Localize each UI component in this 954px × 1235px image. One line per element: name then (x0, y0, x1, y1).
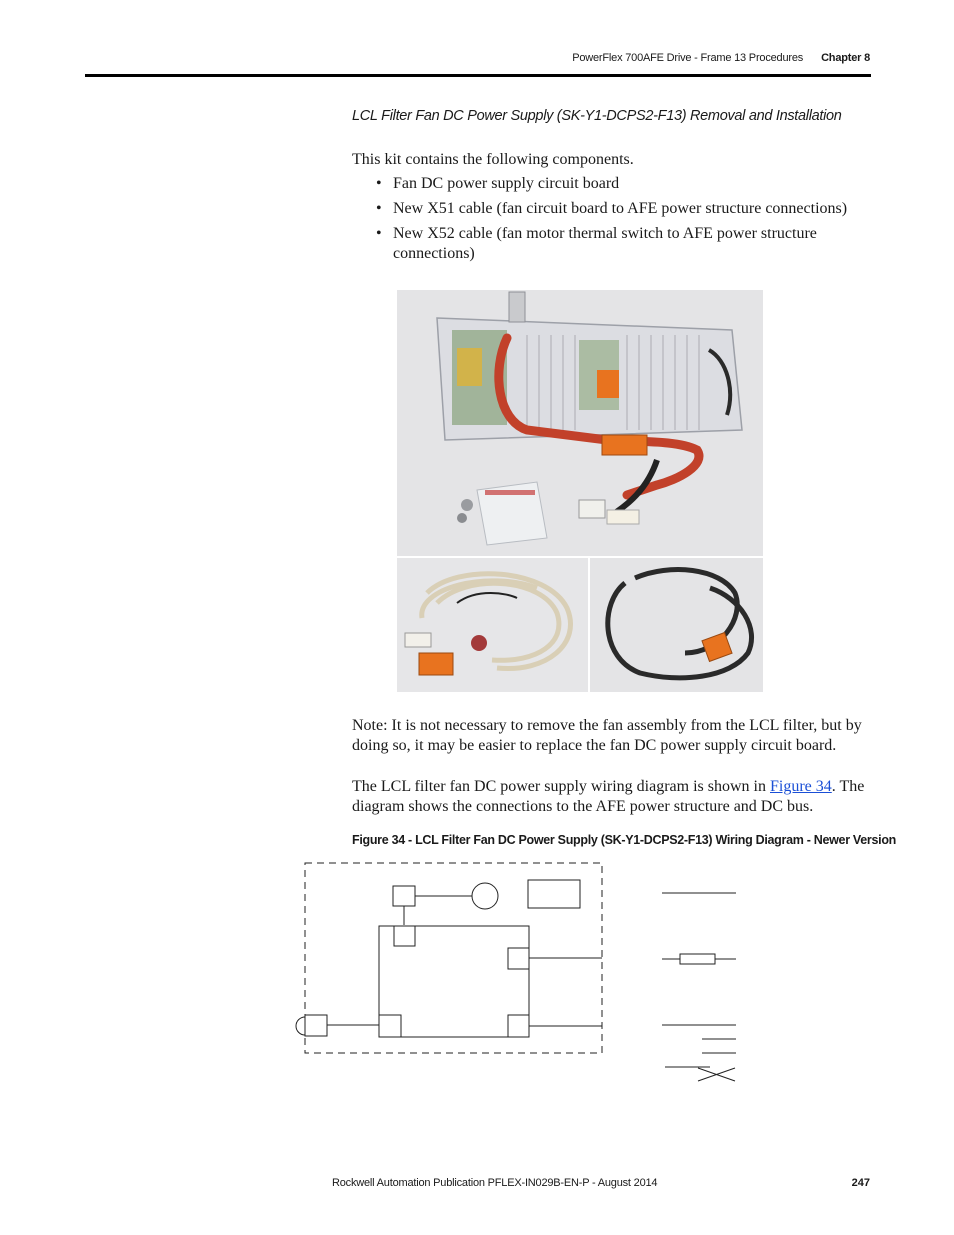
x51-cable-photo (397, 558, 588, 692)
wiring-paragraph (352, 777, 872, 817)
list-item (352, 224, 872, 264)
board-connector-top (394, 926, 415, 946)
external-terminal (305, 1015, 327, 1036)
list-item-text: Fan DC power supply circuit board (393, 175, 620, 192)
figure-caption: Figure 34 - LCL Filter Fan DC Power Supply (SK-Y1-DCPS2-F13) Wiring Diagram - Newer Version (352, 833, 896, 847)
list-item-text: New X51 cable (fan circuit board to AFE power structure connections) (393, 200, 848, 217)
wiring-text-before: The LCL filter fan DC power supply wiring diagram is shown in (352, 778, 770, 795)
board-connector-bottom-right (508, 1015, 529, 1037)
note-paragraph: Note: It is not necessary to remove the fan assembly from the LCL filter, but by doing so, it may be easier to replace the fan DC power supply circuit board. (352, 717, 862, 754)
header-title: PowerFlex 700AFE Drive - Frame 13 Procedures (572, 52, 804, 64)
circuit-board-kit-photo (397, 290, 763, 556)
legend-fuse (680, 954, 715, 964)
component-list (352, 174, 872, 269)
list-item-text: New X52 cable (fan motor thermal switch to AFE power structure connections) (393, 225, 817, 262)
board-connector-bottom-left (379, 1015, 401, 1037)
figure-34-link[interactable]: Figure 34 (770, 778, 832, 795)
footer-publication: Rockwell Automation Publication PFLEX-IN029B-EN-P - August 2014 (332, 1177, 658, 1189)
section-title: LCL Filter Fan DC Power Supply (SK-Y1-DCPS2-F13) Removal and Installation (352, 108, 842, 124)
header-chapter: Chapter 8 (821, 52, 870, 64)
wiring-text-after: . The diagram shows the connections to the AFE power structure and DC bus. (352, 778, 865, 815)
intro-paragraph: This kit contains the following components. (352, 151, 634, 168)
bullet-glyph: • (376, 175, 382, 192)
page-number: 247 (851, 1177, 870, 1189)
fan-motor-symbol (472, 883, 498, 909)
list-item (352, 174, 872, 194)
thermal-switch-block (528, 880, 580, 908)
wiring-diagram (290, 855, 750, 1090)
header-rule (85, 74, 871, 77)
x52-cable-photo (590, 558, 763, 692)
bullet-glyph: • (376, 200, 382, 217)
list-item (352, 199, 872, 219)
running-header (572, 52, 870, 64)
board-connector-right (508, 948, 529, 969)
bullet-glyph: • (376, 225, 382, 242)
fan-terminal-block (393, 886, 415, 906)
